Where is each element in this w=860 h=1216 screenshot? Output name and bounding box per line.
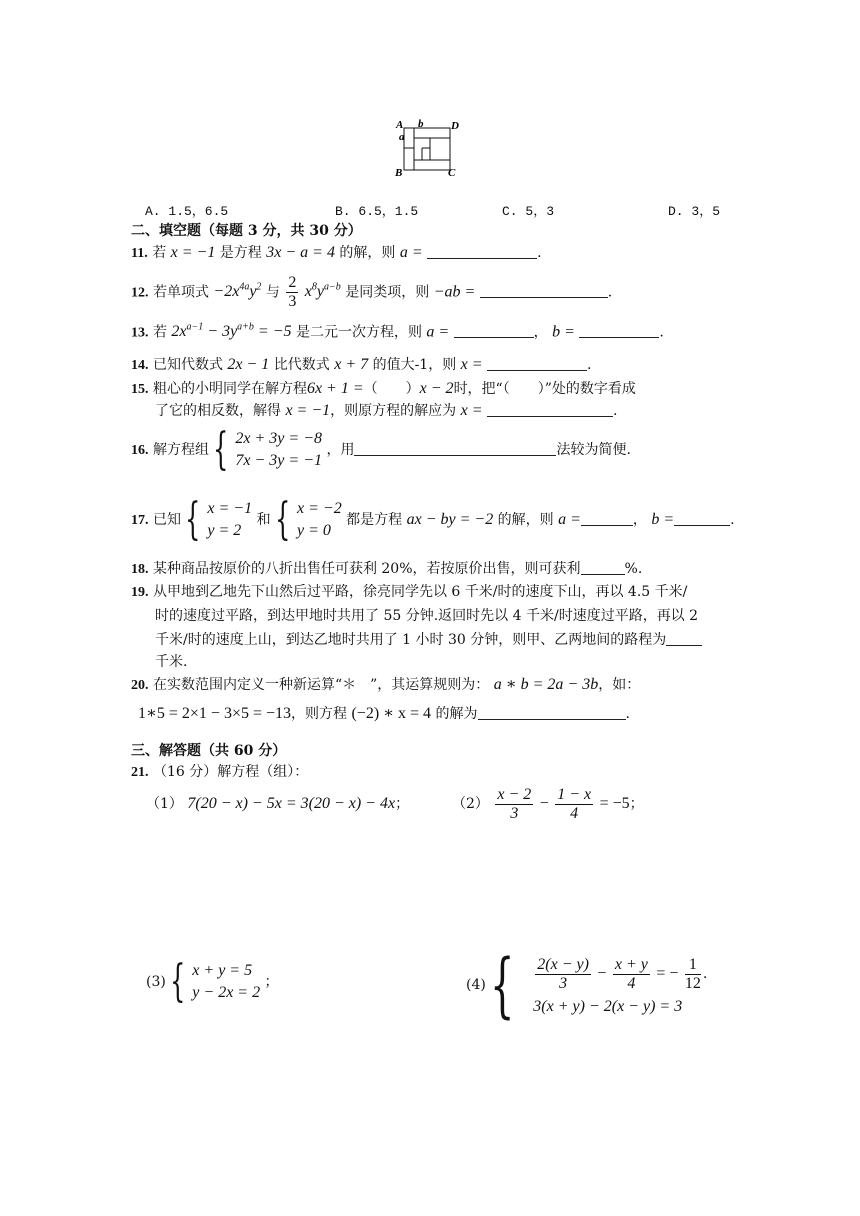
question-text: 的解，则 <box>497 512 554 528</box>
question-number: 13. <box>131 325 149 341</box>
answer-blank[interactable] <box>487 402 613 417</box>
separator: ， <box>533 324 548 341</box>
question-18 <box>131 559 642 580</box>
problem-label: （1） <box>146 796 183 812</box>
brace: { <box>185 494 201 545</box>
math-expr: (−2) ∗ x = 4 <box>351 705 432 722</box>
question-number: 12. <box>131 285 149 301</box>
period: . <box>587 357 592 373</box>
label-A: A <box>396 119 404 131</box>
outer-rectangle <box>404 128 450 170</box>
label-a: a <box>399 131 405 143</box>
math-expr: 3x − a = 4 <box>266 244 335 261</box>
question-text: 都是方程 <box>346 512 403 528</box>
answer-blank[interactable] <box>354 441 556 456</box>
question-13 <box>131 318 664 343</box>
math-expr: b = <box>552 323 575 341</box>
math-expr: 7(20 − x) − 5x = 3(20 − x) − 4x <box>187 795 396 812</box>
problem-2 <box>452 782 644 826</box>
question-19-line3 <box>155 630 702 650</box>
math-expr: a ∗ b = 2a − 3b <box>493 676 599 693</box>
question-text: （ ） <box>363 381 420 397</box>
question-20-line2 <box>138 704 630 724</box>
math-expr: a = <box>426 323 450 341</box>
question-number: 21. <box>131 765 149 780</box>
math-expr: x − 2 <box>419 380 454 397</box>
question-text: 已知 <box>152 512 181 528</box>
period: . <box>607 284 613 301</box>
separator: ； <box>395 796 410 812</box>
period: . <box>659 324 664 341</box>
answer-blank[interactable] <box>581 511 633 526</box>
question-text: 比代数式 <box>273 357 330 373</box>
math-expr: 2x − 1 <box>227 356 270 373</box>
question-text: 若 <box>152 245 167 261</box>
question-text: 时，把“（ ）”处的数字看成 <box>453 381 636 397</box>
problem-1 <box>146 794 409 814</box>
label-D: D <box>451 120 459 132</box>
question-text: 若 <box>152 324 167 341</box>
brace: { <box>213 424 229 475</box>
answer-blank[interactable] <box>581 560 625 575</box>
rectangle-figure <box>392 116 472 184</box>
question-text: 某种商品按原价的八折出售任可获利 20%，若按原价出售，则可获利 <box>152 561 581 577</box>
period: . <box>612 403 618 419</box>
label-C: C <box>448 167 456 179</box>
question-number: 19. <box>131 585 149 600</box>
math-expr: a = <box>558 511 581 528</box>
problem-4 <box>466 944 708 1026</box>
math-operator: = − <box>656 965 679 982</box>
question-text: 解方程组 <box>152 442 209 458</box>
brace: { <box>275 494 291 545</box>
answer-blank[interactable] <box>480 283 608 298</box>
answer-blank[interactable] <box>427 244 537 259</box>
section-title: 三、解答题（共 60 分） <box>131 743 287 759</box>
math-expr: x = <box>460 356 483 373</box>
question-17 <box>131 496 735 545</box>
answer-blank[interactable] <box>487 356 587 371</box>
question-19-line2: 时的速度过平路，到达甲地时共用了 55 分钟.返回时先以 4 千米/时速度过平路，再以 2 <box>155 608 699 624</box>
problem-label: （2） <box>452 796 489 812</box>
math-expr: $2x^{a-1} - 3y^{a+b} = -5$ <box>171 322 292 341</box>
question-number: 16. <box>131 443 149 458</box>
separator: ， <box>632 512 647 528</box>
math-expr: $x^8y^{a-b}$ <box>304 282 341 301</box>
math-expr: b = <box>651 511 675 528</box>
fraction: $\frac{x - 2}{3}$ <box>497 785 532 822</box>
period: . <box>702 966 708 982</box>
question-number: 18. <box>131 562 149 577</box>
period: %. <box>624 561 643 577</box>
equation-system: x = −2 y = 0 <box>297 500 342 539</box>
math-expr: x = −1 <box>170 244 216 261</box>
problem-label: (4) <box>466 977 486 993</box>
fraction: $\frac{1}{12}$ <box>684 955 701 992</box>
math-expr: x = −1 <box>285 402 331 419</box>
math-expr: x + 7 <box>334 356 369 373</box>
question-text: ，用 <box>326 442 355 458</box>
math-expr: x = <box>460 402 483 419</box>
math-operator: − <box>539 795 549 812</box>
question-number: 11. <box>131 246 148 261</box>
question-text: 是二元一次方程，则 <box>295 324 422 341</box>
question-text: 若单项式 <box>152 284 209 301</box>
question-number: 15. <box>131 382 149 397</box>
equation-system <box>533 952 707 1018</box>
question-19 <box>131 582 687 603</box>
equation-system: 2x + 3y = −8 7x − 3y = −1 <box>235 430 322 469</box>
option-D: D. 3，5 <box>668 204 721 219</box>
math-expr: 6x + 1 = <box>306 380 364 397</box>
section-title: 二、填空题（每题 3 分，共 30 分） <box>131 223 362 239</box>
period: . <box>730 512 735 528</box>
question-text: （16 分）解方程（组）： <box>152 764 309 780</box>
question-text: 的解为 <box>435 706 478 722</box>
separator: ； <box>629 796 644 812</box>
question-21 <box>131 762 308 783</box>
question-text: 在实数范围内定义一种新运算“＊ ”，其运算规则为： <box>152 677 490 693</box>
question-number: 20. <box>131 678 149 693</box>
problem-label: (3) <box>146 974 166 990</box>
question-11 <box>131 243 542 264</box>
problem-3 <box>146 958 279 1006</box>
fraction: $\frac{2(x - y)}{3}$ <box>537 955 589 992</box>
separator: ； <box>264 974 279 990</box>
question-15 <box>131 379 636 400</box>
question-19-line4: 千米. <box>155 654 188 670</box>
question-text: 的值大-1，则 <box>372 357 457 373</box>
label-B: B <box>395 167 403 179</box>
question-text: 是同类项，则 <box>345 284 430 301</box>
equation-system: x = −1 y = 2 <box>207 500 253 539</box>
fraction: $\frac{1 - x}{4}$ <box>557 785 592 822</box>
question-text: 的解，则 <box>339 245 396 261</box>
fraction: $\frac{2}{3}$ <box>288 273 297 310</box>
period: . <box>537 245 542 261</box>
question-12 <box>131 270 612 311</box>
system-row-1 <box>533 952 707 996</box>
math-expr: 1∗5 = 2×1 − 3×5 = −13 <box>138 705 292 722</box>
question-text: 了它的相反数，解得 <box>155 403 281 419</box>
question-text: 千米/时的速度上山，到达乙地时共用了 1 小时 30 分钟，则甲、乙两地间的路程为 <box>155 632 667 648</box>
equation-system: x + y = 5 y − 2x = 2 <box>192 962 261 1001</box>
answer-blank[interactable] <box>478 705 626 720</box>
option-A: A. 1.5，6.5 <box>145 204 229 219</box>
option-B: B. 6.5，1.5 <box>335 204 419 219</box>
question-number: 17. <box>131 513 149 528</box>
question-text: 从甲地到乙地先下山然后过平路，徐亮同学先以 6 千米/时的速度下山，再以 4.5 千米/ <box>152 584 688 600</box>
question-number: 14. <box>131 358 149 373</box>
question-20 <box>131 675 640 696</box>
question-14 <box>131 355 591 376</box>
question-text: ，则方程 <box>291 706 348 722</box>
answer-blank[interactable] <box>674 511 730 526</box>
fraction: $\frac{x + y}{4}$ <box>614 955 648 992</box>
math-expr: ax − by = −2 <box>406 511 494 528</box>
question-text: 已知代数式 <box>152 357 223 373</box>
question-text: 粗心的小明同学在解方程 <box>152 381 307 397</box>
brace: { <box>170 956 186 1007</box>
question-16 <box>131 424 631 475</box>
answer-blank[interactable] <box>666 631 702 646</box>
question-text: ，则原方程的解应为 <box>330 403 457 419</box>
question-text: 与 <box>265 284 280 301</box>
question-15-line2 <box>155 401 617 421</box>
answer-blank[interactable] <box>579 323 659 338</box>
math-expr: a = <box>399 244 423 261</box>
question-text: 和 <box>256 512 271 528</box>
math-expr: = −5 <box>599 795 630 812</box>
option-C: C. 5，3 <box>502 204 555 219</box>
question-text: 是方程 <box>219 245 262 261</box>
answer-blank[interactable] <box>454 323 534 338</box>
question-text: ，如： <box>598 677 641 693</box>
period: . <box>625 706 630 722</box>
brace: { <box>490 944 515 1026</box>
question-text: 法较为简便. <box>556 442 631 458</box>
system-row-2: 3(x + y) − 2(x − y) = 3 <box>533 998 683 1015</box>
math-operator: − <box>597 965 607 982</box>
label-b: b <box>418 118 424 130</box>
math-expr: $-2x^{4a}y^2$ <box>213 282 262 301</box>
math-expr: −ab = <box>433 283 476 301</box>
